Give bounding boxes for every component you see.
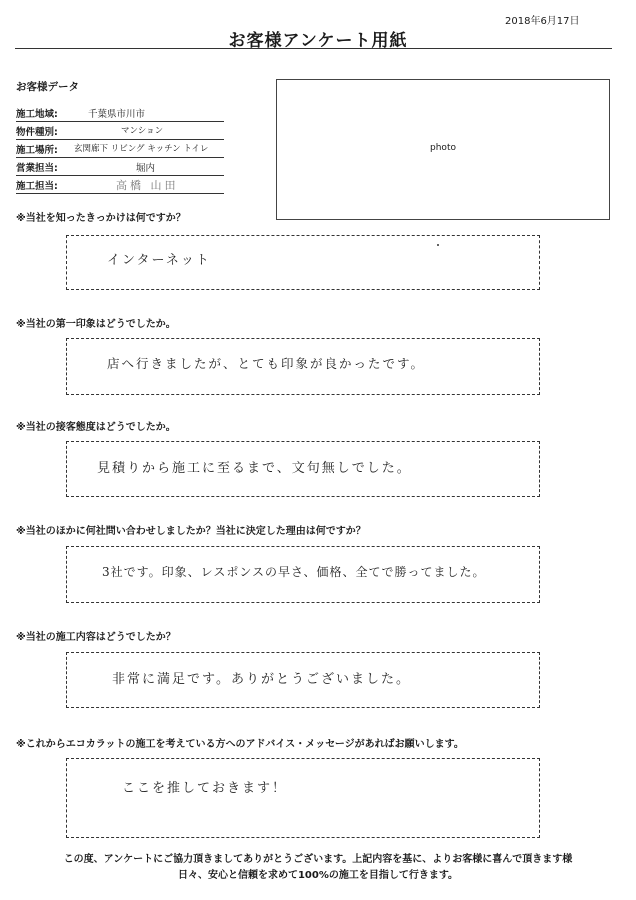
customer-data-heading: お客様データ	[16, 81, 79, 93]
info-row-location	[16, 140, 224, 158]
info-row-area	[16, 104, 224, 122]
answer-text-3: 見積りから施工に至るまで、文句無しでした。	[97, 461, 412, 476]
answer-box-2	[66, 338, 540, 395]
info-value: 堀内	[136, 163, 156, 174]
survey-date: 2018年6月17日	[505, 16, 580, 27]
info-label: 営業担当:	[16, 163, 58, 174]
title-divider	[15, 48, 612, 49]
info-label: 施工担当:	[16, 181, 58, 192]
info-row-installer	[16, 176, 224, 194]
question-5: ※当社の施工内容はどうでしたか？	[16, 632, 176, 643]
page-title: お客様アンケート用紙	[228, 31, 408, 51]
question-4: ※当社のほかに何社問い合わせしましたか？当社に決定した理由は何ですか？	[16, 526, 366, 537]
info-value: 千葉県市川市	[88, 109, 146, 120]
info-row-sales-rep	[16, 158, 224, 176]
info-value-handwritten: 高橋 山田	[116, 179, 179, 192]
answer-box-6	[66, 758, 540, 838]
question-1: ※当社を知ったきっかけは何ですか？	[16, 213, 186, 224]
footer-line-2: 日々、安心と信頼を求めて100%の施工を目指して行きます。	[177, 870, 459, 881]
ink-speck	[437, 244, 439, 246]
answer-text-2: 店へ行きましたが、とても印象が良かったです。	[107, 356, 426, 371]
answer-text-6: ここを推しておきます！	[122, 781, 288, 796]
answer-text-5: 非常に満足です。ありがとうございました。	[112, 672, 411, 687]
info-label: 施工場所:	[16, 145, 58, 156]
photo-label: photo	[430, 143, 456, 153]
answer-text-1: インターネット	[107, 253, 211, 268]
info-label: 施工地域:	[16, 109, 58, 120]
answer-box-5	[66, 652, 540, 708]
footer-line-1: この度、アンケートにご協力頂きましてありがとうございます。上記内容を基に、よりお客様に喜んで頂きます様	[63, 854, 573, 865]
question-6: ※これからエコカラットの施工を考えている方へのアドバイス・メッセージがあればお願いします。	[16, 739, 464, 750]
answer-text-4: 3社です。印象、レスポンスの早さ、価格、全てで勝ってました。	[102, 565, 486, 579]
info-label: 物件種別:	[16, 127, 58, 138]
answer-box-3	[66, 441, 540, 497]
answer-box-1	[66, 235, 540, 290]
question-3: ※当社の接客態度はどうでしたか。	[16, 422, 176, 433]
info-value: マンション	[121, 126, 164, 136]
answer-box-4	[66, 546, 540, 603]
photo-placeholder	[276, 79, 610, 220]
info-row-property-type	[16, 122, 224, 140]
info-value: 玄関廊下 リビング キッチン トイレ	[74, 144, 209, 154]
question-2: ※当社の第一印象はどうでしたか。	[16, 319, 176, 330]
